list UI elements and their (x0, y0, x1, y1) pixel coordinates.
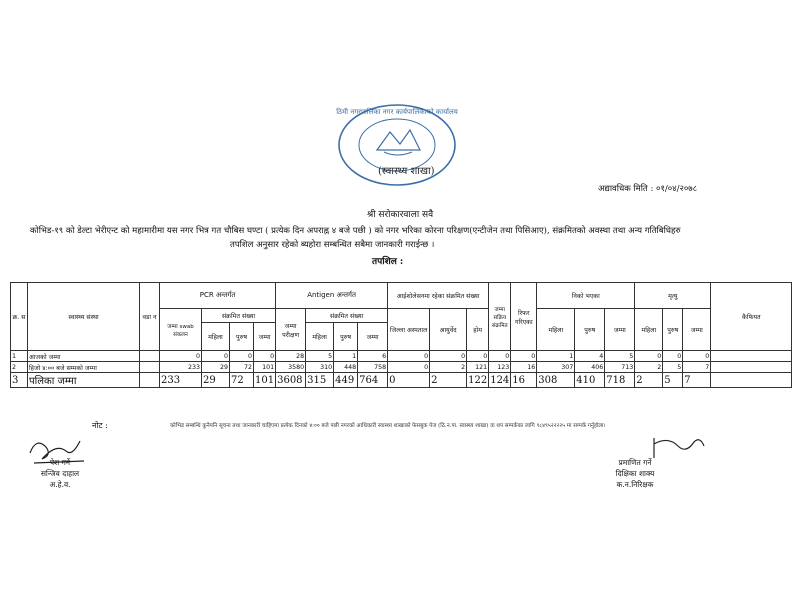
row-value: 124 (490, 374, 510, 386)
header-antigen-tests: जम्मा परीक्षण (276, 309, 306, 351)
row-value: 0 (388, 362, 430, 373)
row-value: 5 (663, 362, 683, 373)
stamp-label: (स्वास्थ्य शाखा) (378, 166, 435, 177)
header-ward: वडा न (140, 283, 160, 351)
row-value: 718 (605, 373, 635, 388)
row-value: 122 (468, 374, 488, 386)
right-signer-title: क.न.निरिक्षक (616, 480, 654, 489)
row-value: 5 (663, 373, 683, 388)
note-label: नोट : (92, 421, 108, 430)
row-value: 0 (663, 351, 683, 362)
row-value: 310 (306, 362, 334, 373)
row-value: 0 (489, 351, 511, 362)
intro-line-1: कोभिड-१९ को डेल्टा भेरीएन्ट को महामारीमा यस नगर भित्र गत चौबिस घण्टा ( प्रत्येक दिन अपराह्न ४ बजे पछी ) को नगर भरिका कोरना परिक्षण(एन्टीजेन तथा पिसिआए), संक्रमितको अवस्था तथा अन्य गतिबिधिहरु (30, 226, 681, 236)
row-value: 16 (511, 362, 537, 373)
header-antigen-total: जम्मा (358, 323, 388, 351)
header-pcr-female: महिला (202, 323, 230, 351)
left-signer-name: सन्जिव दाहाल (40, 469, 80, 478)
left-signer-block (20, 457, 100, 490)
header-recovered-total: जम्मा (605, 309, 635, 351)
header-district-hospital: जिल्ला अस्पताल (388, 309, 430, 351)
row-value: 6 (358, 351, 388, 362)
stamp-outer-text: ठिमी नगरपालिका नगर कार्यपालिकाको कार्यालय (336, 108, 458, 116)
update-date: अद्यावधिक मिति : ०१/०४/२०७८ (598, 184, 698, 194)
row-value: 406 (575, 362, 605, 373)
header-pcr: PCR अन्तर्गत (160, 283, 276, 309)
row-value: 0 (254, 351, 276, 362)
row-institution: आजको जम्मा (28, 351, 140, 362)
header-pcr-male: पुरुष (230, 323, 254, 351)
row-institution: हिजो ४:०० बजे सम्मको जम्मा (28, 362, 140, 373)
row-remarks (711, 351, 792, 362)
row-value: 16 (511, 373, 537, 388)
row-value: 0 (683, 351, 711, 362)
row-value: 2 (635, 362, 663, 373)
row-value: 0 (467, 351, 489, 362)
row-value: 764 (358, 373, 388, 388)
row-value: 123 (489, 362, 511, 373)
footnote: कोभिड सम्बन्धि कुनैपनि सूचना तथा जानकारी चाहिएमा प्रत्येक दिनको ४:०० बजे पछी नगरको आधिकारी स्वास्थ्य शाखाको फेसबुक पेज (ठि.न.पा. स्वास्थ्य शाखा) वा थप सम्पर्कका लागि ९८४९५२२२२५ मा सम्पर्क गर्नुहोला। (170, 423, 606, 429)
row-value: 0 (388, 351, 430, 362)
right-signer-role: प्रमाणित गर्ने (618, 458, 652, 467)
row-value: 449 (334, 373, 358, 388)
row-value: 0 (388, 373, 430, 388)
row-value: 2 (635, 373, 663, 388)
row-value: 2 (430, 373, 467, 388)
office-stamp-icon (322, 100, 472, 210)
row-value: 410 (575, 373, 605, 388)
header-pcr-infected: संक्रमित संख्या (202, 309, 276, 323)
row-value: 101 (255, 374, 275, 386)
row-value: 101 (254, 362, 276, 373)
row-sn: 2 (11, 362, 28, 373)
header-pcr-swab: जम्मा swab संकलन (160, 309, 202, 351)
row-value: 3608 (276, 373, 306, 388)
header-deaths: मृत्यु (635, 283, 711, 309)
left-signer-role: पेश गर्ने (49, 458, 71, 467)
header-antigen-female: महिला (306, 323, 334, 351)
header-ayurved: आयुर्वेद (430, 309, 467, 351)
row-ward (140, 362, 160, 373)
header-deaths-male: पुरुष (663, 309, 683, 351)
header-total-infected: जम्मा सक्रिय संक्रमित (489, 283, 511, 351)
row-value: 72 (230, 373, 254, 388)
row-ward (140, 351, 160, 362)
row-value: 448 (334, 362, 358, 373)
row-remarks (711, 373, 792, 388)
header-sn: क्र. स (11, 283, 28, 351)
row-value: 28 (276, 351, 306, 362)
row-value: 0 (160, 351, 202, 362)
header-deaths-female: महिला (635, 309, 663, 351)
row-value: 29 (202, 373, 230, 388)
row-value: 29 (202, 362, 230, 373)
intro-line-2: तपशिल अनुसार रहेको ब्यहोरा सम्बन्धित सबैमा जानकारी गराईन्छ । (230, 240, 435, 250)
row-value: 0 (230, 351, 254, 362)
header-recovered-female: महिला (537, 309, 575, 351)
header-remarks: कैफियत (711, 283, 792, 351)
row-institution: पलिका जम्मा (28, 373, 140, 388)
row-sn: 3 (11, 373, 28, 388)
header-deaths-total: जम्मा (683, 309, 711, 351)
header-pcr-total: जम्मा (254, 323, 276, 351)
header-recovered-male: पुरुष (575, 309, 605, 351)
header-antigen-male: पुरुष (334, 323, 358, 351)
covid-data-table (10, 282, 792, 388)
row-value: 0 (430, 351, 467, 362)
table-row (11, 373, 792, 388)
row-sn: 1 (11, 351, 28, 362)
row-remarks (711, 362, 792, 373)
row-ward (140, 373, 160, 388)
row-value: 4 (575, 351, 605, 362)
addressee: श्री सरोकारवाला सवै (366, 210, 434, 220)
left-signer-title: अ.हे.व. (49, 480, 71, 489)
row-value: 5 (306, 351, 334, 362)
header-antigen-infected: संक्रमित संख्या (306, 309, 388, 323)
row-value: 7 (683, 362, 711, 373)
row-value: 0 (635, 351, 663, 362)
row-value: 121 (467, 362, 489, 373)
table-row (11, 362, 792, 373)
header-antigen: Antigen अन्तर्गत (276, 283, 388, 309)
row-value: 308 (537, 373, 575, 388)
header-institution: स्वास्थ्य संस्था (28, 283, 140, 351)
row-value: 758 (358, 362, 388, 373)
row-value: 315 (306, 373, 334, 388)
row-value: 7 (683, 373, 711, 388)
row-value: 307 (537, 362, 575, 373)
header-referred: रिफर गरिएका (511, 283, 537, 351)
row-value: 0 (202, 351, 230, 362)
row-value: 233 (160, 373, 202, 388)
row-value: 72 (230, 362, 254, 373)
row-value: 1 (537, 351, 575, 362)
header-recovered: निको भएका (537, 283, 635, 309)
row-value: 233 (160, 362, 202, 373)
row-value: 713 (605, 362, 635, 373)
row-value: 1 (334, 351, 358, 362)
header-isolation: आईशोलेसनमा रहेका संक्रमित संख्या (388, 283, 489, 309)
header-home: होम (467, 309, 489, 351)
tapsil-heading: तपशिल : (372, 257, 404, 267)
table-row (11, 351, 792, 362)
row-value: 5 (605, 351, 635, 362)
right-signer-name: दिक्षिका शाक्य (615, 469, 655, 478)
row-value: 2 (430, 362, 467, 373)
right-signer-block (590, 457, 680, 490)
row-value: 3580 (276, 362, 306, 373)
row-value: 0 (511, 351, 537, 362)
